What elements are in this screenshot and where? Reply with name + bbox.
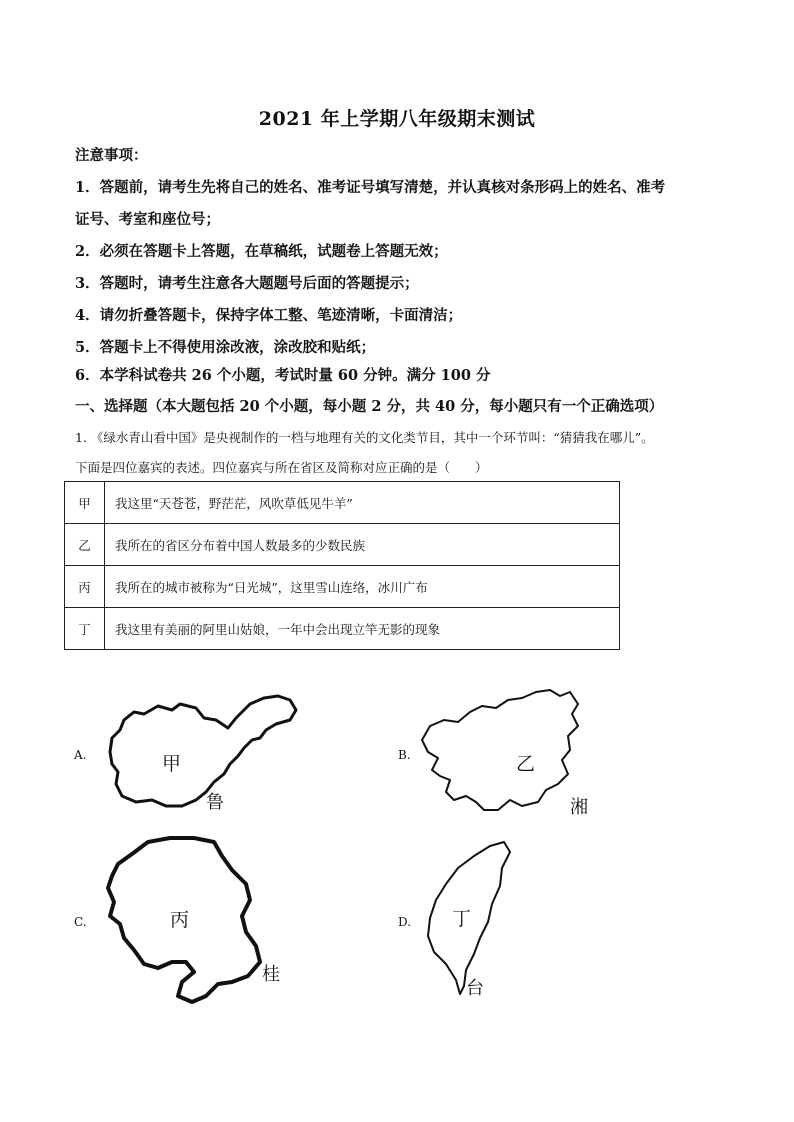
option-a-abbr: 鲁: [206, 792, 224, 813]
option-b-map-label: 乙: [516, 753, 536, 775]
statements-table: [64, 481, 620, 650]
notice-item: 3．答题时，请考生注意各大题题号后面的答题提示；: [75, 275, 419, 292]
notice-item: 5．答题卡上不得使用涂改液，涂改胶和贴纸；: [75, 339, 376, 356]
option-d-map-label: 丁: [452, 908, 472, 930]
row-key: 丙: [65, 566, 105, 608]
notice-item: 4．请勿折叠答题卡，保持字体工整、笔迹清晰，卡面清洁；: [75, 307, 463, 324]
question-text: 下面是四位嘉宾的表述。四位嘉宾与所在省区及简称对应正确的是（ ）: [75, 460, 488, 475]
row-text: 我所在的省区分布着中国人数最多的少数民族: [105, 524, 620, 566]
table-row: [65, 566, 620, 608]
question-text: 1. 《绿水青山看中国》是央视制作的一档与地理有关的文化类节目，其中一个环节叫：“猜猜我在哪儿”。: [75, 430, 654, 445]
option-d-letter[interactable]: D.: [398, 915, 412, 929]
notice-item: 证号、考室和座位号；: [75, 211, 220, 228]
option-b-abbr: 湘: [570, 797, 588, 818]
row-key: 乙: [65, 524, 105, 566]
row-key: 甲: [65, 482, 105, 524]
notice-item: 1．答题前，请考生先将自己的姓名、准考证号填写清楚，并认真核对条形码上的姓名、准考: [75, 179, 666, 196]
option-c-map-label: 丙: [170, 909, 190, 931]
map-shandong-icon: [100, 690, 310, 815]
row-text: 我这里有美丽的阿里山姑娘，一年中会出现立竿无影的现象: [105, 608, 620, 650]
option-c-abbr: 桂: [262, 964, 280, 985]
option-d-abbr: 台: [466, 978, 484, 999]
row-text: 我这里“天苍苍，野茫茫，风吹草低见牛羊”: [105, 482, 620, 524]
notice-item: 6．本学科试卷共 26 个小题，考试时量 60 分钟。满分 100 分: [75, 367, 491, 384]
option-a-letter[interactable]: A.: [74, 748, 87, 762]
option-b-letter[interactable]: B.: [398, 748, 411, 762]
row-text: 我所在的城市被称为“日光城”，这里雪山连络，冰川广布: [105, 566, 620, 608]
table-row: [65, 482, 620, 524]
option-c-letter[interactable]: C.: [74, 915, 87, 929]
notice-item: 2．必须在答题卡上答题，在草稿纸，试题卷上答题无效；: [75, 243, 448, 260]
option-a-map-label: 甲: [162, 753, 182, 775]
page-title: 2021 年上学期八年级期末测试: [258, 108, 536, 130]
row-key: 丁: [65, 608, 105, 650]
map-guangxi-icon: [418, 686, 588, 816]
table-row: [65, 524, 620, 566]
notice-heading: 注意事项：: [75, 147, 148, 164]
table-row: [65, 608, 620, 650]
section-heading: 一、选择题（本大题包括 20 个小题，每小题 2 分，共 40 分，每小题只有一个正确选项）: [75, 398, 664, 415]
